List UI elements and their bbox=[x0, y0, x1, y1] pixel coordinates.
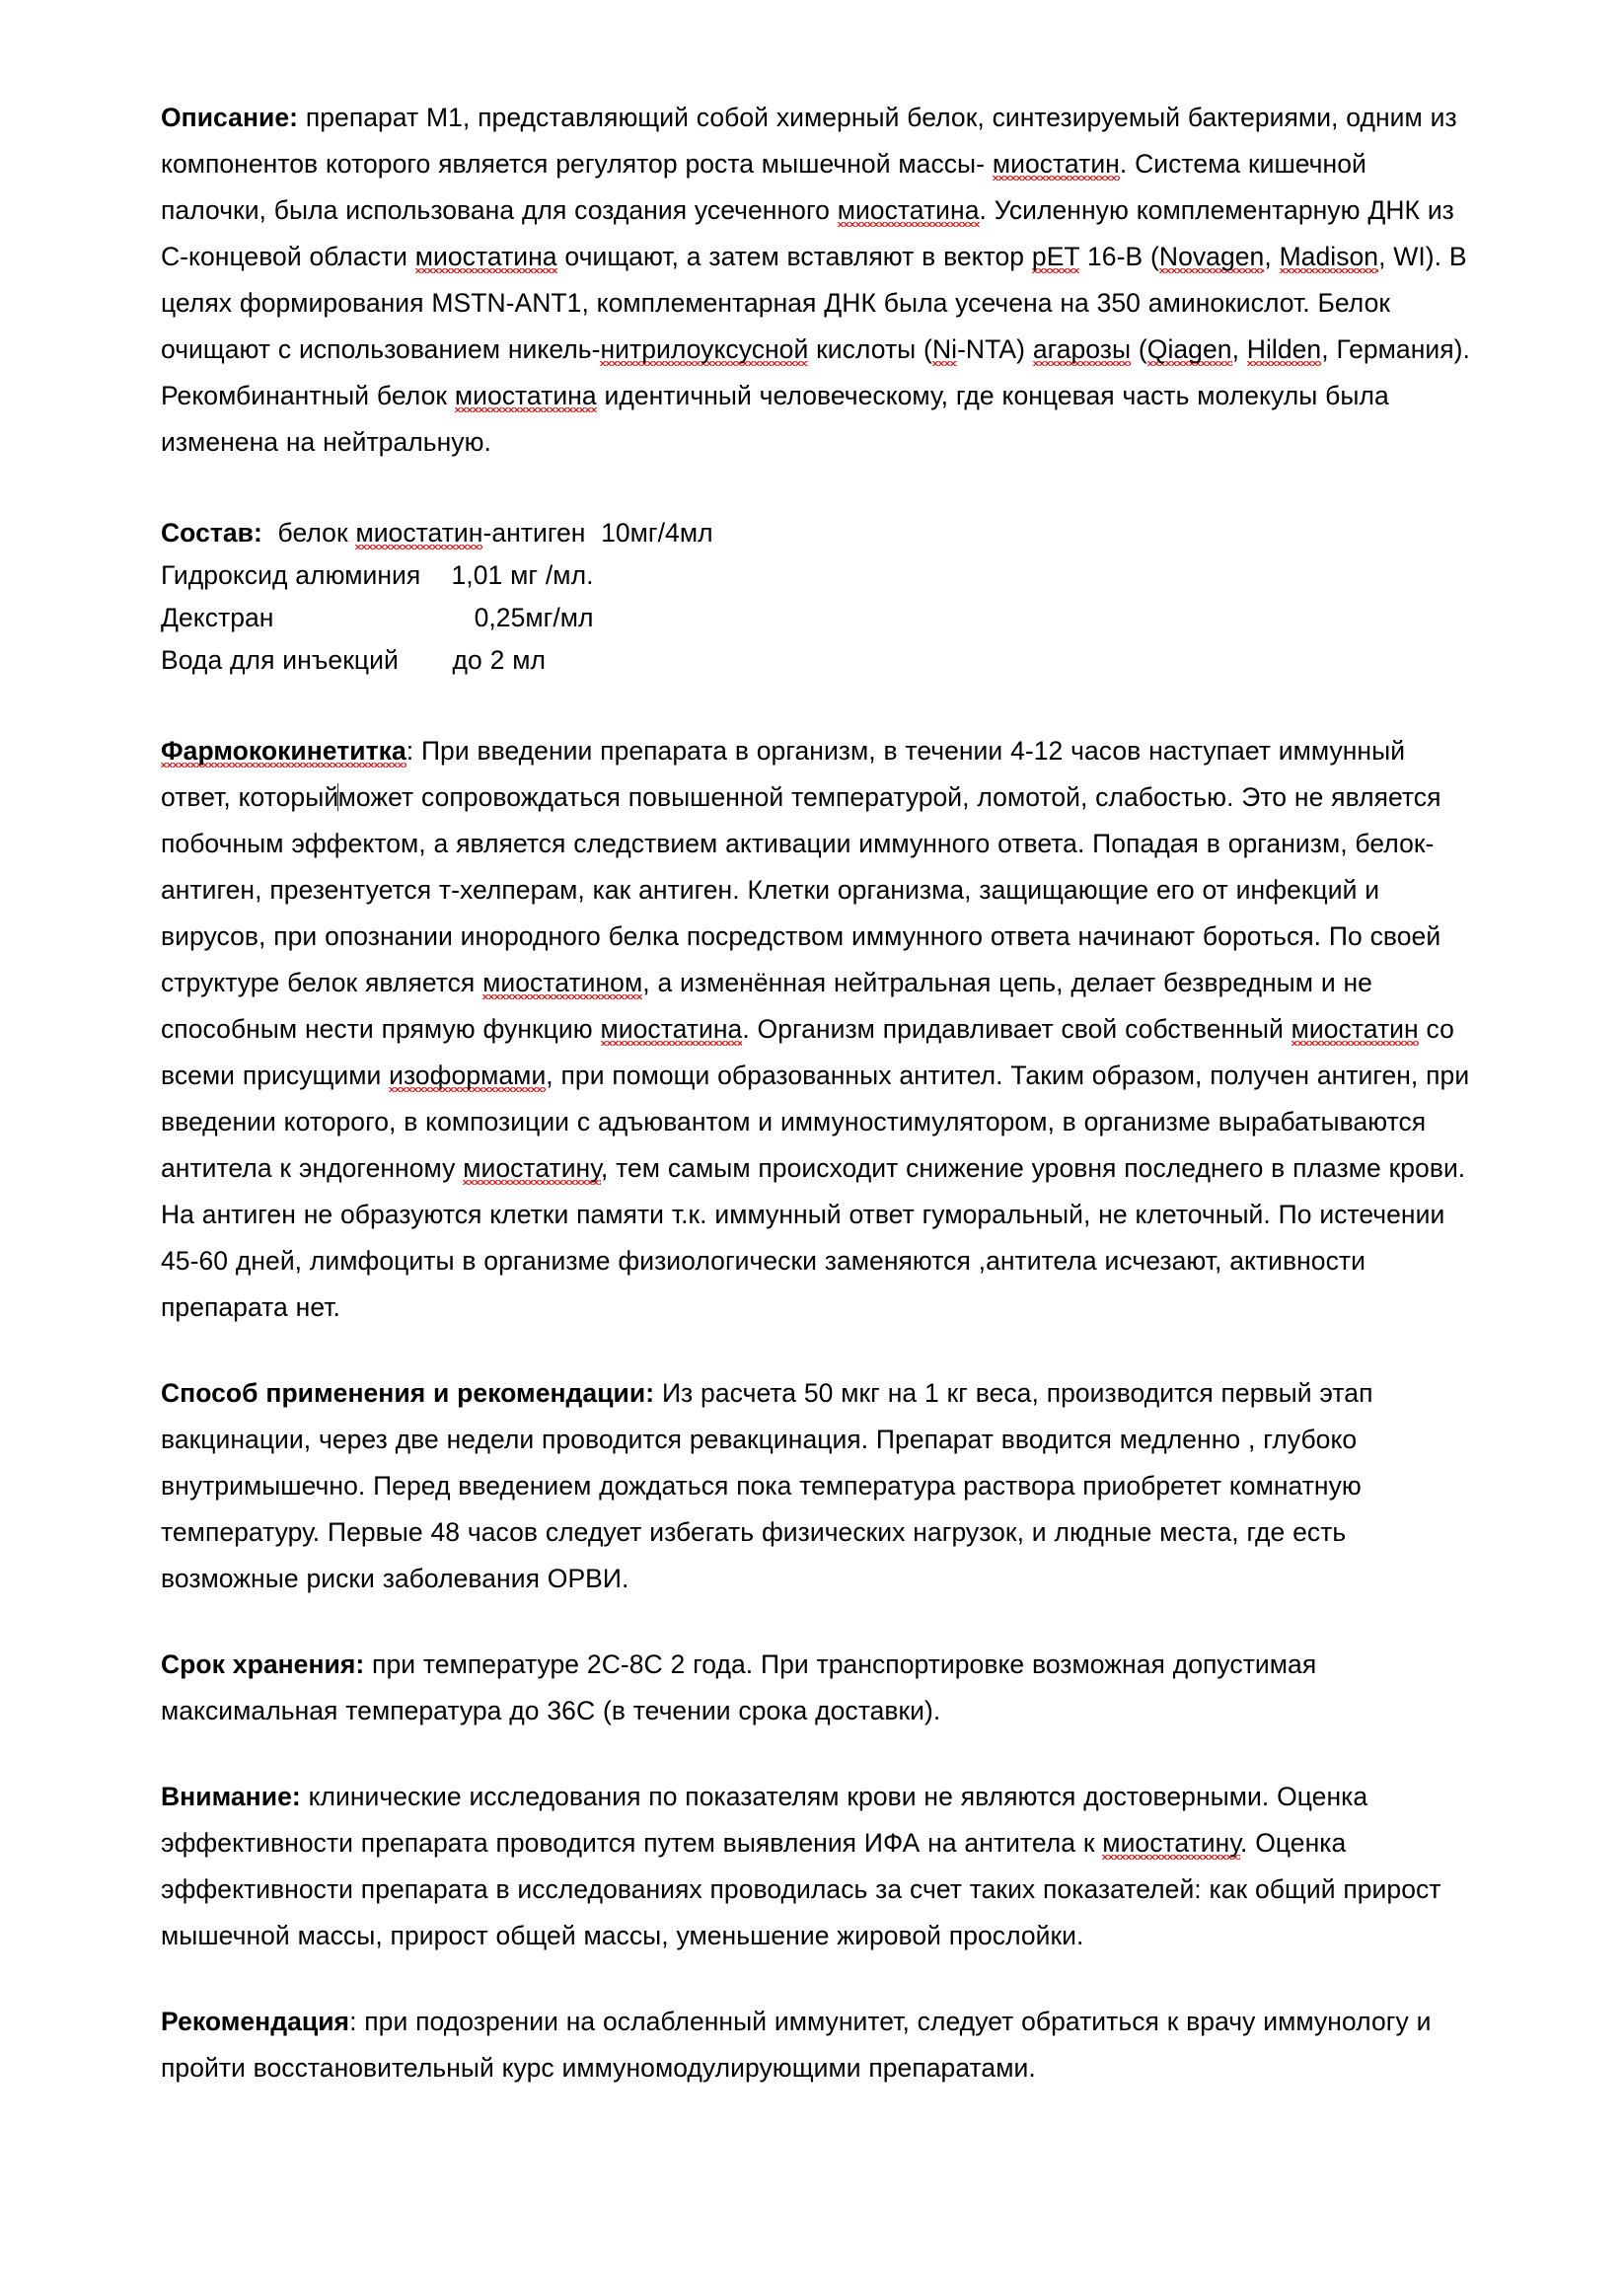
description-text-6: , bbox=[1264, 242, 1280, 271]
recommendation-text: : при подозрении на ослабленный иммунитет, следует обратиться к врачу иммунологу и пройти восстановительный курс иммуномодулирующими препаратами. bbox=[161, 2007, 1432, 2083]
attention-text-2: . Оценка эффективности препарата в исследованиях проводилась за счет таких показателей: как общий прирост мышечной массы, прирост общей массы, уменьшение жировой прослойки. bbox=[161, 1828, 1441, 1950]
paragraph-description[interactable] bbox=[161, 95, 1473, 466]
pharmacokinetics-text-3: . Организм придавливает свой собственный bbox=[742, 1014, 1292, 1044]
heading-recommendation: Рекомендация bbox=[161, 2007, 350, 2036]
misspelled-word: нитрилоуксусной bbox=[600, 334, 809, 364]
spacer bbox=[161, 1331, 1473, 1370]
administration-text: Из расчета 50 мкг на 1 кг веса, производится первый этап вакцинации, через две недели проводится ревакцинация. Препарат вводится медленно , глубоко внутримышечно. Перед введением дождаться пока температура раствора приобретет комнатную температуру. Первые 48 часов следует избегать физических нагрузок, и людные места, где есть возможные риски заболевания ОРВИ. bbox=[161, 1378, 1373, 1593]
paragraph-pharmacokinetics[interactable] bbox=[161, 728, 1473, 1331]
pharmacokinetics-text-6: , тем самым происходит снижение уровня последнего в плазме крови. На антиген не образуются клетки памяти т.к. иммунный ответ гуморальный, не клеточный. По истечении 45-60 дней, лимфоциты в организме физиологически заменяются ,антитела исчезают, активности препарата нет. bbox=[161, 1153, 1466, 1322]
misspelled-word: миостатину bbox=[1102, 1828, 1240, 1858]
spacer bbox=[161, 1734, 1473, 1774]
description-text-13: идентичный человеческому, где концевая часть молекулы была изменена на нейтральную. bbox=[161, 381, 1389, 457]
misspelled-word: миостатин bbox=[992, 149, 1120, 179]
pharmacokinetics-text-after-caret: может сопровождаться повышенной температурой, ломотой, слабостью. Это не является побочным эффектом, а является следствием активации иммунного ответа. Попадая в организм, белок-антиген, презентуется т-хелперам, как антиген. Клетки организма, защищающие его от инфекций и вирусов, при опознании инородного белка посредством иммунного ответа начинают бороться. По своей структуре белок является bbox=[161, 782, 1441, 997]
description-text-4: очищают, а затем вставляют в вектор bbox=[556, 242, 1032, 271]
description-text-5: 16-В ( bbox=[1079, 242, 1159, 271]
composition-row: Вода для инъекций до 2 мл bbox=[161, 645, 546, 675]
misspelled-word: Hilden bbox=[1246, 334, 1322, 364]
heading-pharmacokinetics: Фармококинетитка bbox=[161, 736, 406, 766]
composition-lead-prefix: белок bbox=[261, 518, 356, 548]
spacer bbox=[161, 466, 1473, 512]
composition-lead-suffix: -антиген 10мг/4мл bbox=[482, 518, 713, 548]
pharmacokinetics-text-4: со всеми присущими bbox=[161, 1014, 1454, 1090]
description-text-11: , bbox=[1231, 334, 1247, 364]
storage-text: при температуре 2С-8С 2 года. При транспортировке возможная допустимая максимальная температура до 36С (в течении срока доставки). bbox=[161, 1649, 1317, 1725]
composition-row: Гидроксид алюминия 1,01 мг /мл. bbox=[161, 560, 594, 590]
pharmacokinetics-text-5: , при помощи образованных антител. Таким образом, получен антиген, при введении которого, в композиции с адъювантом и иммуностимулятором, в организме вырабатываются антитела к эндогенному bbox=[161, 1061, 1470, 1183]
description-text-10: ( bbox=[1131, 334, 1147, 364]
misspelled-word: миостатин bbox=[1291, 1014, 1419, 1044]
description-text-1: препарат М1, представляющий собой химерный белок, синтезируемый бактериями, одним из компонентов которого является регулятор роста мышечной массы- bbox=[161, 103, 1457, 179]
description-text-9: -NTA) bbox=[957, 334, 1033, 364]
composition-row: Декстран 0,25мг/мл bbox=[161, 603, 594, 632]
misspelled-word: миостатина bbox=[414, 242, 557, 271]
description-text-7: , WI). В целях формирования MSTN-ANT1, комплементарная ДНК была усечена на 350 аминокислот. Белок очищают с использованием никель- bbox=[161, 242, 1467, 364]
misspelled-word: Novagen bbox=[1158, 242, 1265, 271]
spacer bbox=[161, 1602, 1473, 1642]
attention-text-1: клинические исследования по показателям крови не являются достоверными. Оценка эффективности препарата проводится путем выявления ИФА на антитела к bbox=[161, 1782, 1368, 1858]
misspelled-word: миостатина bbox=[454, 381, 597, 410]
misspelled-word: Qiagen bbox=[1146, 334, 1232, 364]
paragraph-attention[interactable] bbox=[161, 1774, 1473, 1959]
misspelled-word: миостатина bbox=[600, 1014, 743, 1044]
misspelled-word: pET bbox=[1031, 242, 1080, 271]
paragraph-administration[interactable] bbox=[161, 1370, 1473, 1602]
heading-attention: Внимание: bbox=[161, 1782, 301, 1811]
pharmacokinetics-text-1: : При введении препарата в организм, в течении 4-12 часов наступает иммунный ответ, который bbox=[161, 736, 1406, 812]
heading-description: Описание: bbox=[161, 103, 299, 132]
description-text-2: . Система кишечной палочки, была использована для создания усеченного bbox=[161, 149, 1366, 225]
heading-composition: Состав: bbox=[161, 518, 262, 548]
heading-storage: Срок хранения: bbox=[161, 1649, 365, 1679]
description-text-3: . Усиленную комплементарную ДНК из С-концевой области bbox=[161, 195, 1454, 271]
heading-administration: Способ применения и рекомендации: bbox=[161, 1378, 655, 1408]
misspelled-word: Ni bbox=[931, 334, 958, 364]
paragraph-storage[interactable] bbox=[161, 1642, 1473, 1734]
misspelled-word: миостатин bbox=[355, 518, 483, 548]
misspelled-word: миостатину bbox=[463, 1153, 601, 1183]
misspelled-word: миостатина bbox=[837, 195, 980, 225]
misspelled-word: миостатином bbox=[482, 968, 643, 997]
paragraph-recommendation[interactable] bbox=[161, 1999, 1473, 2091]
spacer bbox=[161, 682, 1473, 728]
document-body[interactable] bbox=[161, 95, 1473, 2091]
misspelled-word: агарозы bbox=[1032, 334, 1132, 364]
pharmacokinetics-text-2: , а изменённая нейтральная цепь, делает безвредным и не способным нести прямую функцию bbox=[161, 968, 1372, 1044]
misspelled-word: изоформами bbox=[389, 1061, 547, 1090]
spacer bbox=[161, 1959, 1473, 1999]
misspelled-word: Madison bbox=[1279, 242, 1379, 271]
description-text-8: кислоты ( bbox=[808, 334, 932, 364]
composition-lead-line bbox=[161, 512, 1473, 554]
composition-block[interactable] bbox=[161, 512, 1473, 682]
description-text-12: , Германия). Рекомбинантный белок bbox=[161, 334, 1470, 410]
